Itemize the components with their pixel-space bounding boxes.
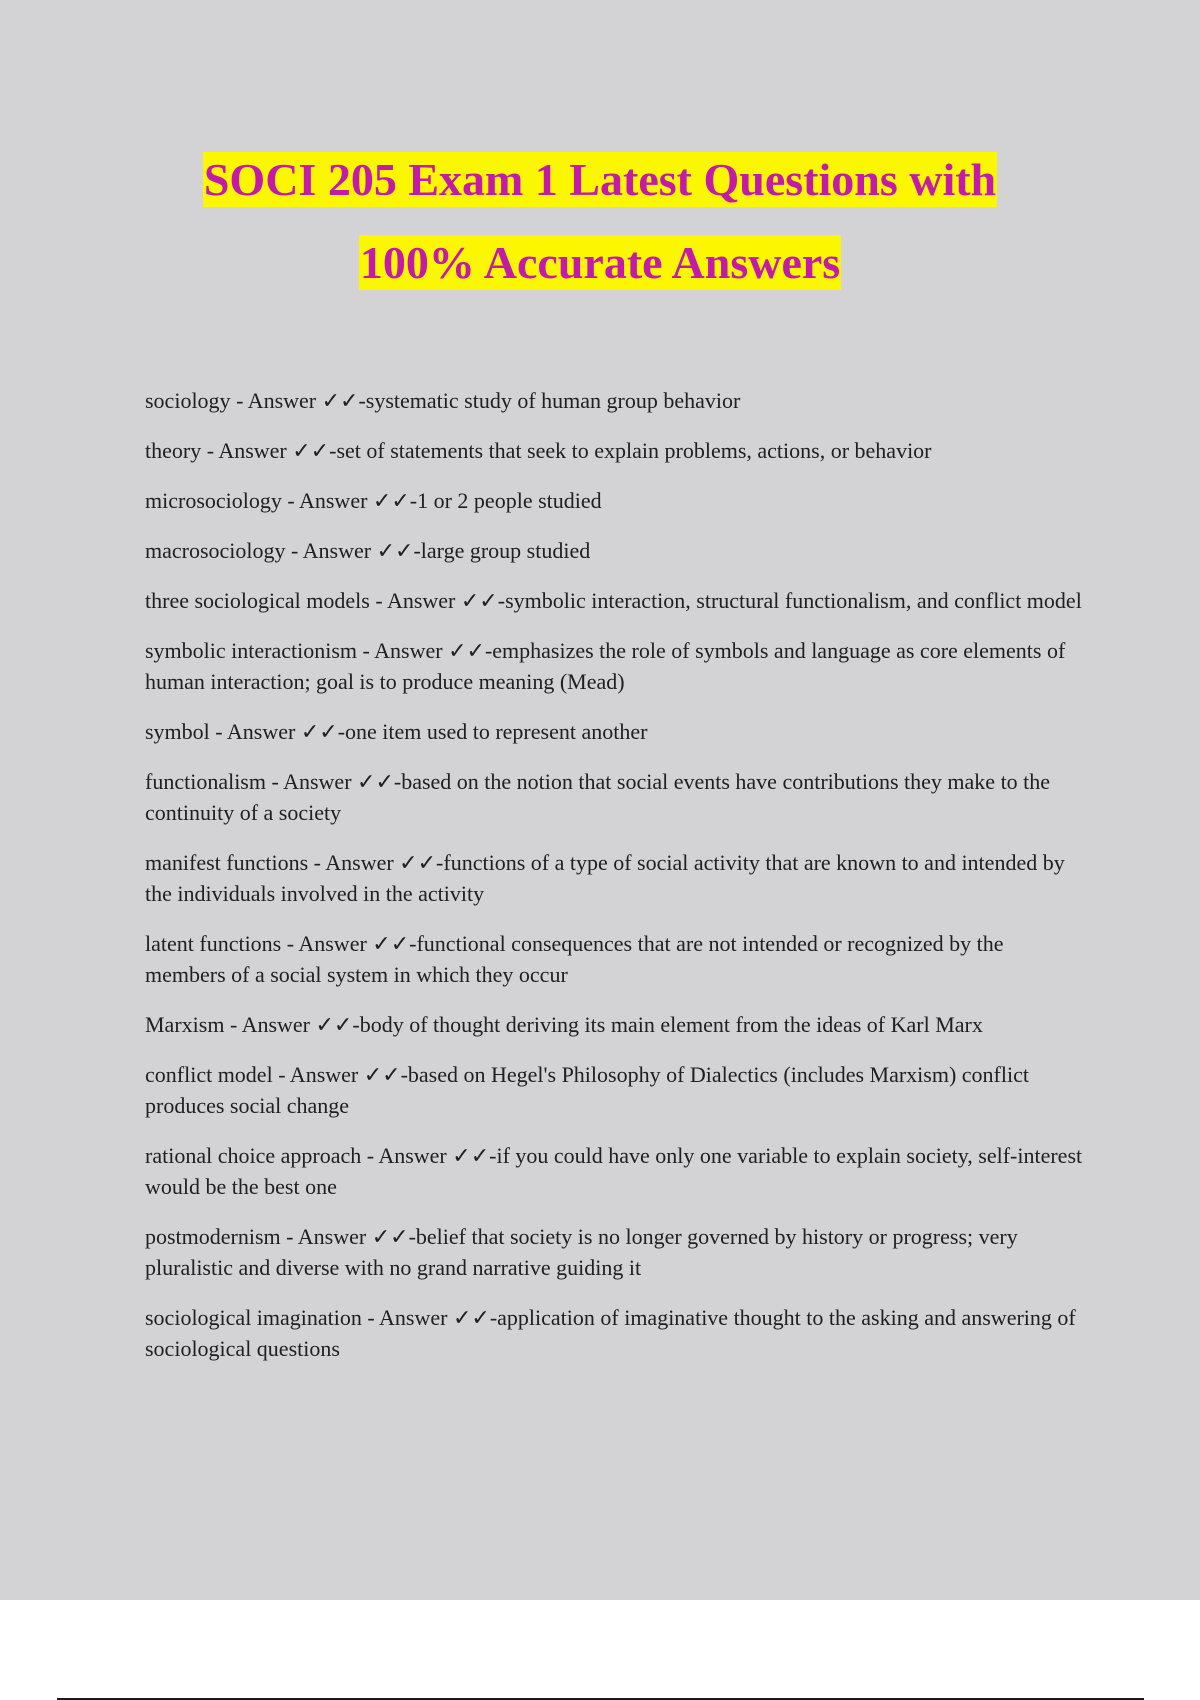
- entry-definition: based on the notion that social events have contributions they make to the continuity of a society: [145, 769, 1051, 825]
- entry-definition: application of imaginative thought to the asking and answering of sociological questions: [145, 1305, 1076, 1361]
- entry-term: three sociological models: [145, 588, 370, 613]
- entry-term: theory: [145, 438, 202, 463]
- title-line-1: SOCI 205 Exam 1 Latest Questions with: [203, 154, 997, 205]
- answer-separator: - Answer ✓✓-: [369, 588, 506, 613]
- qa-entry: [145, 1221, 1085, 1283]
- entry-term: manifest functions: [145, 850, 309, 875]
- entry-definition: functional consequences that are not intended or recognized by the members of a social system in which they occur: [145, 931, 1004, 987]
- qa-entry: [145, 1009, 1085, 1040]
- answer-separator: - Answer ✓✓-: [272, 1062, 408, 1087]
- answer-separator: - Answer ✓✓-: [230, 388, 366, 413]
- entry-definition: systematic study of human group behavior: [365, 388, 741, 413]
- answer-separator: - Answer ✓✓-: [281, 488, 418, 513]
- qa-entry: [145, 385, 1085, 416]
- entry-term: sociological imagination: [145, 1305, 362, 1330]
- qa-entry: [145, 585, 1085, 616]
- entry-definition: functions of a type of social activity that are known to and intended by the individuals involved in the activity: [145, 850, 1065, 906]
- entry-term: postmodernism: [145, 1224, 281, 1249]
- entry-definition: large group studied: [420, 538, 591, 563]
- entry-definition: set of statements that seek to explain problems, actions, or behavior: [336, 438, 932, 463]
- entry-definition: symbolic interaction, structural functionalism, and conflict model: [505, 588, 1082, 613]
- qa-entry: [145, 766, 1085, 828]
- title-line-2: 100% Accurate Answers: [359, 237, 841, 288]
- entry-definition: belief that society is no longer governed by history or progress; very pluralistic and diverse with no grand narrative guiding it: [145, 1224, 1018, 1280]
- entry-definition: 1 or 2 people studied: [417, 488, 602, 513]
- answer-separator: - Answer ✓✓-: [224, 1012, 360, 1037]
- entry-definition: if you could have only one variable to explain society, self-interest would be the best one: [145, 1143, 1083, 1199]
- entry-term: Marxism: [145, 1012, 225, 1037]
- qa-entry: [145, 1302, 1085, 1364]
- answer-separator: - Answer ✓✓-: [201, 438, 337, 463]
- entry-term: rational choice approach: [145, 1143, 362, 1168]
- entry-term: symbolic interactionism: [145, 638, 358, 663]
- entry-term: latent functions: [145, 931, 282, 956]
- answer-separator: - Answer ✓✓-: [281, 931, 417, 956]
- entry-term: functionalism: [145, 769, 266, 794]
- qa-entry: [145, 535, 1085, 566]
- entry-definition: one item used to represent another: [345, 719, 648, 744]
- answer-separator: - Answer ✓✓-: [285, 538, 421, 563]
- answer-separator: - Answer ✓✓-: [361, 1305, 498, 1330]
- answer-separator: - Answer ✓✓-: [209, 719, 346, 744]
- qa-entry: [145, 435, 1085, 466]
- entry-term: symbol: [145, 719, 210, 744]
- qa-entry: [145, 716, 1085, 747]
- answer-separator: - Answer ✓✓-: [265, 769, 402, 794]
- document-title: [0, 138, 1200, 304]
- entry-definition: based on Hegel's Philosophy of Dialectics (includes Marxism) conflict produces social change: [145, 1062, 1029, 1118]
- entry-term: conflict model: [145, 1062, 273, 1087]
- qa-entry: [145, 847, 1085, 909]
- answer-separator: - Answer ✓✓-: [361, 1143, 497, 1168]
- answer-separator: - Answer ✓✓-: [308, 850, 444, 875]
- entry-definition: body of thought deriving its main element from the ideas of Karl Marx: [359, 1012, 983, 1037]
- qa-list: [145, 385, 1085, 1383]
- entry-term: microsociology: [145, 488, 282, 513]
- entry-term: macrosociology: [145, 538, 286, 563]
- qa-entry: [145, 485, 1085, 516]
- qa-entry: [145, 928, 1085, 990]
- entry-term: sociology: [145, 388, 231, 413]
- qa-entry: [145, 635, 1085, 697]
- qa-entry: [145, 1059, 1085, 1121]
- qa-entry: [145, 1140, 1085, 1202]
- answer-separator: - Answer ✓✓-: [357, 638, 493, 663]
- entry-definition: emphasizes the role of symbols and language as core elements of human interaction; goal is to produce meaning (Mead): [145, 638, 1066, 694]
- answer-separator: - Answer ✓✓-: [280, 1224, 416, 1249]
